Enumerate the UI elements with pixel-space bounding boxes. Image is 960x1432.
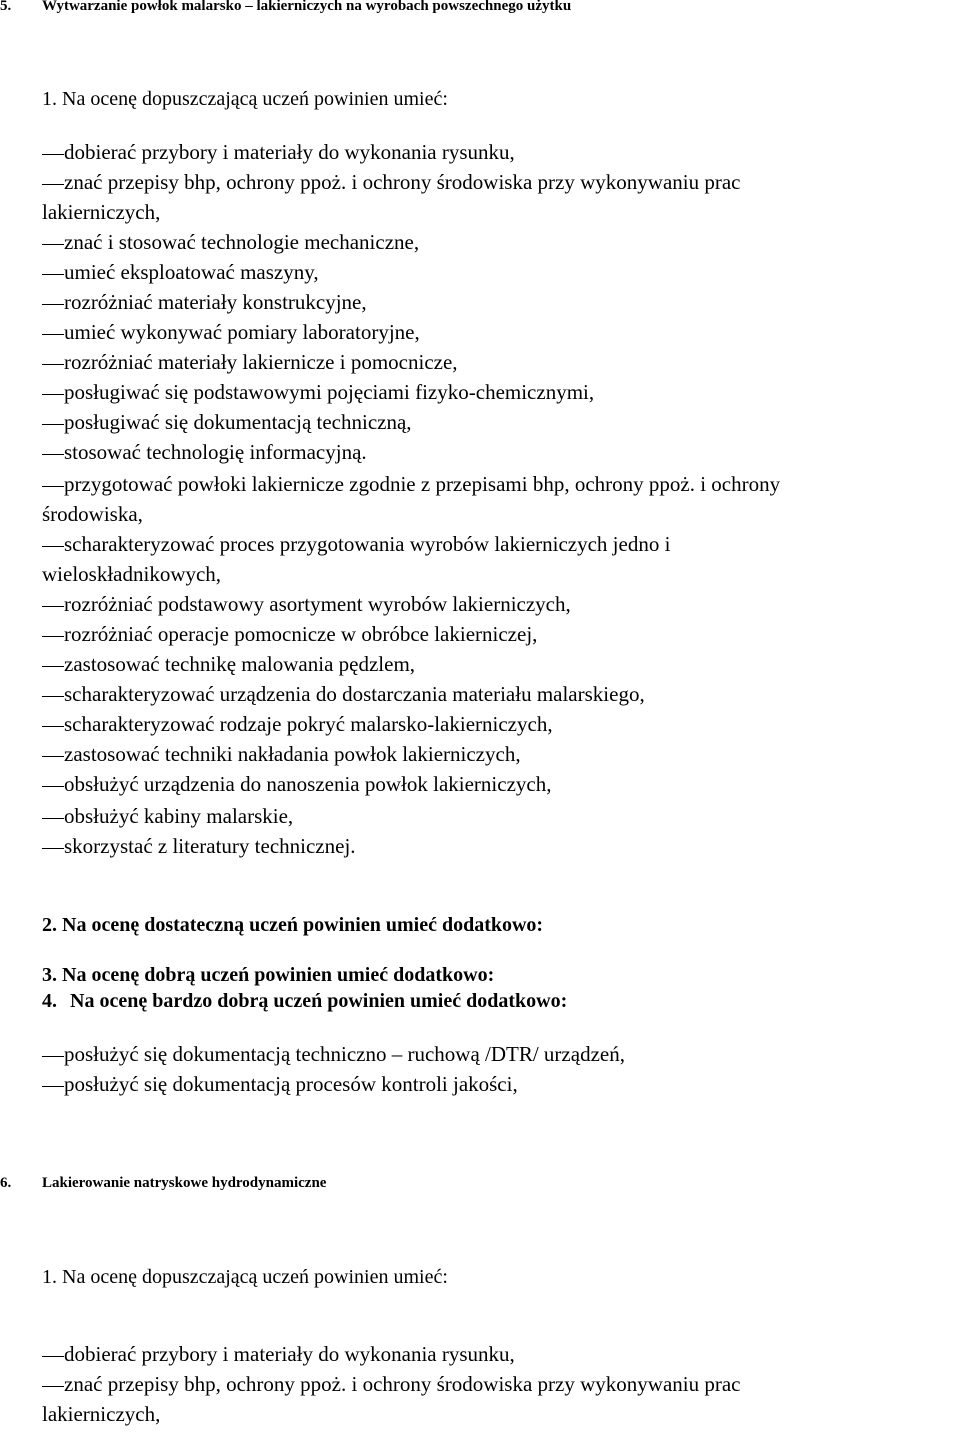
dash-bullet: [42, 786, 64, 787]
list-item: rozróżniać materiały lakiernicze i pomocnicze,: [42, 350, 458, 375]
list-item: posłużyć się dokumentacją techniczno – ruchową /DTR/ urządzeń,: [42, 1042, 625, 1067]
dash-bullet: [42, 546, 64, 547]
list-item: rozróżniać operacje pomocnicze w obróbce lakierniczej,: [42, 622, 537, 647]
list-item: dobierać przybory i materiały do wykonania rysunku,: [42, 1342, 515, 1367]
section-number: 6.: [0, 1175, 12, 1191]
dash-bullet: [42, 424, 64, 425]
grade-text: Na ocenę bardzo dobrą uczeń powinien umieć dodatkowo:: [70, 990, 568, 1012]
dash-bullet: [42, 454, 64, 455]
list-item: obsłużyć kabiny malarskie,: [42, 804, 293, 829]
section-title: Wytwarzanie powłok malarsko – lakierniczych na wyrobach powszechnego użytku: [42, 0, 572, 14]
dash-bullet: [42, 636, 64, 637]
dash-bullet: [42, 848, 64, 849]
list-item: znać i stosować technologie mechaniczne,: [42, 230, 419, 255]
grade-number: 4.: [42, 990, 57, 1012]
list-item: stosować technologię informacyjną.: [42, 440, 367, 465]
list-item: znać przepisy bhp, ochrony ppoż. i ochrony środowiska przy wykonywaniu prac: [42, 170, 740, 195]
list-item: scharakteryzować rodzaje pokryć malarsko-lakierniczych,: [42, 712, 553, 737]
grade-heading-dobra: 3. Na ocenę dobrą uczeń powinien umieć dodatkowo:: [42, 964, 495, 986]
dash-bullet: [42, 274, 64, 275]
list-item: znać przepisy bhp, ochrony ppoż. i ochrony środowiska przy wykonywaniu prac: [42, 1372, 740, 1397]
grade-heading-dostateczna: 2. Na ocenę dostateczną uczeń powinien umieć dodatkowo:: [42, 914, 544, 936]
list-item: rozróżniać podstawowy asortyment wyrobów lakierniczych,: [42, 592, 571, 617]
dash-bullet: [42, 818, 64, 819]
dash-bullet: [42, 756, 64, 757]
dash-bullet: [42, 334, 64, 335]
grade-heading-bardzo-dobra: [42, 990, 567, 1013]
dash-bullet: [42, 184, 64, 185]
list-item: zastosować techniki nakładania powłok lakierniczych,: [42, 742, 521, 767]
dash-bullet: [42, 1386, 64, 1387]
list-item: zastosować technikę malowania pędzlem,: [42, 652, 415, 677]
dash-bullet: [42, 244, 64, 245]
dash-bullet: [42, 1086, 64, 1087]
list-item: umieć eksploatować maszyny,: [42, 260, 319, 285]
section-number: 5.: [0, 0, 12, 14]
list-item-continuation: lakierniczych,: [42, 1402, 161, 1426]
grade-heading-dopuszczajaca: 1. Na ocenę dopuszczającą uczeń powinien umieć:: [42, 1266, 448, 1288]
list-item: dobierać przybory i materiały do wykonania rysunku,: [42, 140, 515, 165]
list-item: scharakteryzować proces przygotowania wyrobów lakierniczych jedno i: [42, 532, 670, 557]
list-item: skorzystać z literatury technicznej.: [42, 834, 356, 859]
dash-bullet: [42, 726, 64, 727]
dash-bullet: [42, 666, 64, 667]
list-item: umieć wykonywać pomiary laboratoryjne,: [42, 320, 420, 345]
dash-bullet: [42, 304, 64, 305]
list-item: posługiwać się dokumentacją techniczną,: [42, 410, 412, 435]
list-item: rozróżniać materiały konstrukcyjne,: [42, 290, 367, 315]
grade-heading-dopuszczajaca: 1. Na ocenę dopuszczającą uczeń powinien umieć:: [42, 88, 448, 110]
dash-bullet: [42, 1356, 64, 1357]
dash-bullet: [42, 1056, 64, 1057]
list-item-continuation: lakierniczych,: [42, 200, 161, 224]
section-heading: [0, 1175, 326, 1192]
list-item: przygotować powłoki lakiernicze zgodnie z przepisami bhp, ochrony ppoż. i ochrony: [42, 472, 780, 497]
list-item-continuation: wieloskładnikowych,: [42, 562, 222, 586]
list-item: posługiwać się podstawowymi pojęciami fizyko-chemicznymi,: [42, 380, 594, 405]
dash-bullet: [42, 154, 64, 155]
dash-bullet: [42, 606, 64, 607]
list-item: obsłużyć urządzenia do nanoszenia powłok lakierniczych,: [42, 772, 551, 797]
list-item: posłużyć się dokumentacją procesów kontroli jakości,: [42, 1072, 518, 1097]
list-item-continuation: środowiska,: [42, 502, 143, 526]
section-title: Lakierowanie natryskowe hydrodynamiczne: [42, 1175, 327, 1191]
dash-bullet: [42, 394, 64, 395]
dash-bullet: [42, 696, 64, 697]
list-item: scharakteryzować urządzenia do dostarczania materiału malarskiego,: [42, 682, 645, 707]
dash-bullet: [42, 364, 64, 365]
dash-bullet: [42, 486, 64, 487]
section-heading: [0, 0, 571, 15]
